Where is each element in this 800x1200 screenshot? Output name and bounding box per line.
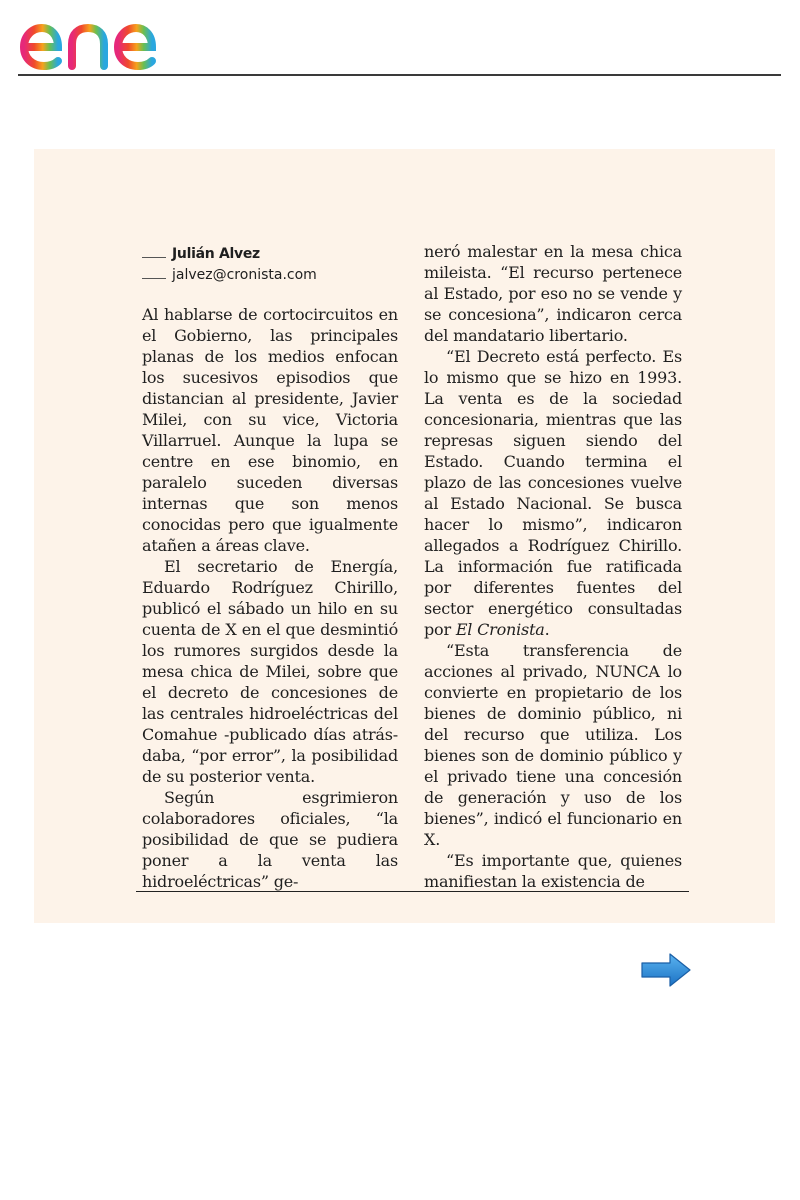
paragraph: El secretario de Energía, Eduardo Rodríguez Chirillo, publicó el sábado un hilo en su cuenta de X en el que desmintió los rumores surgidos desde la mesa chica de Milei, sobre que el decreto de concesiones de las centrales hidroeléctricas del Comahue -publicado días atrás- daba, “por error”, la posibilidad de su posterior venta. xyxy=(142,557,398,786)
newspaper-name: El Cronista xyxy=(455,620,545,639)
header-divider xyxy=(18,74,781,76)
author-email: jalvez@cronista.com xyxy=(172,266,317,283)
byline xyxy=(142,243,317,285)
paragraph: Al hablarse de cortocircuitos en el Gobierno, las principales planas de los medios enfocan los sucesivos episodios que distancian al presidente, Javier Milei, con su vice, Victoria Villarruel. Aunque la lupa se centre en ese binomio, en paralelo suceden diversas internas que son menos conocidas pero que igualmente atañen a áreas clave. xyxy=(142,305,398,555)
paragraph: Según esgrimieron colaboradores oficiales, “la posibilidad de que se pudiera poner a la venta las hidroeléctricas” ge- xyxy=(142,788,398,891)
byline-dash xyxy=(142,278,166,279)
paragraph: “Es importante que, quienes manifiestan la existencia de xyxy=(424,851,682,891)
author-name: Julián Alvez xyxy=(172,245,260,262)
paragraph: neró malestar en la mesa chica mileista. “El recurso pertenece al Estado, por eso no se vende y se concesiona”, indicaron cerca del mandatario libertario. xyxy=(424,242,682,345)
article-column-left xyxy=(142,304,398,892)
footer-rule xyxy=(136,891,689,892)
enel-logo xyxy=(18,4,193,70)
byline-dash xyxy=(142,257,166,258)
paragraph-text: “El Decreto está perfecto. Es lo mismo que se hizo en 1993. La venta es de la sociedad concesionaria, mientras que las represas siguen siendo del Estado. Cuando termina el plazo de las concesiones vuelve al Estado Nacional. Se busca hacer lo mismo”, indicaron allegados a Rodríguez Chirillo. La información fue ratificada por diferentes fuentes del sector energético consultadas por xyxy=(424,347,682,639)
article-column-right xyxy=(424,241,682,892)
next-page-arrow-icon[interactable] xyxy=(640,952,692,988)
paragraph xyxy=(424,346,682,640)
paragraph: “Esta transferencia de acciones al privado, NUNCA lo convierte en propietario de los bienes de dominio público, ni del recurso que utiliza. Los bienes son de dominio público y el privado tiene una concesión de generación y uso de los bienes”, indicó el funcionario en X. xyxy=(424,641,682,849)
newspaper-clipping xyxy=(34,149,775,923)
period: . xyxy=(544,620,550,639)
